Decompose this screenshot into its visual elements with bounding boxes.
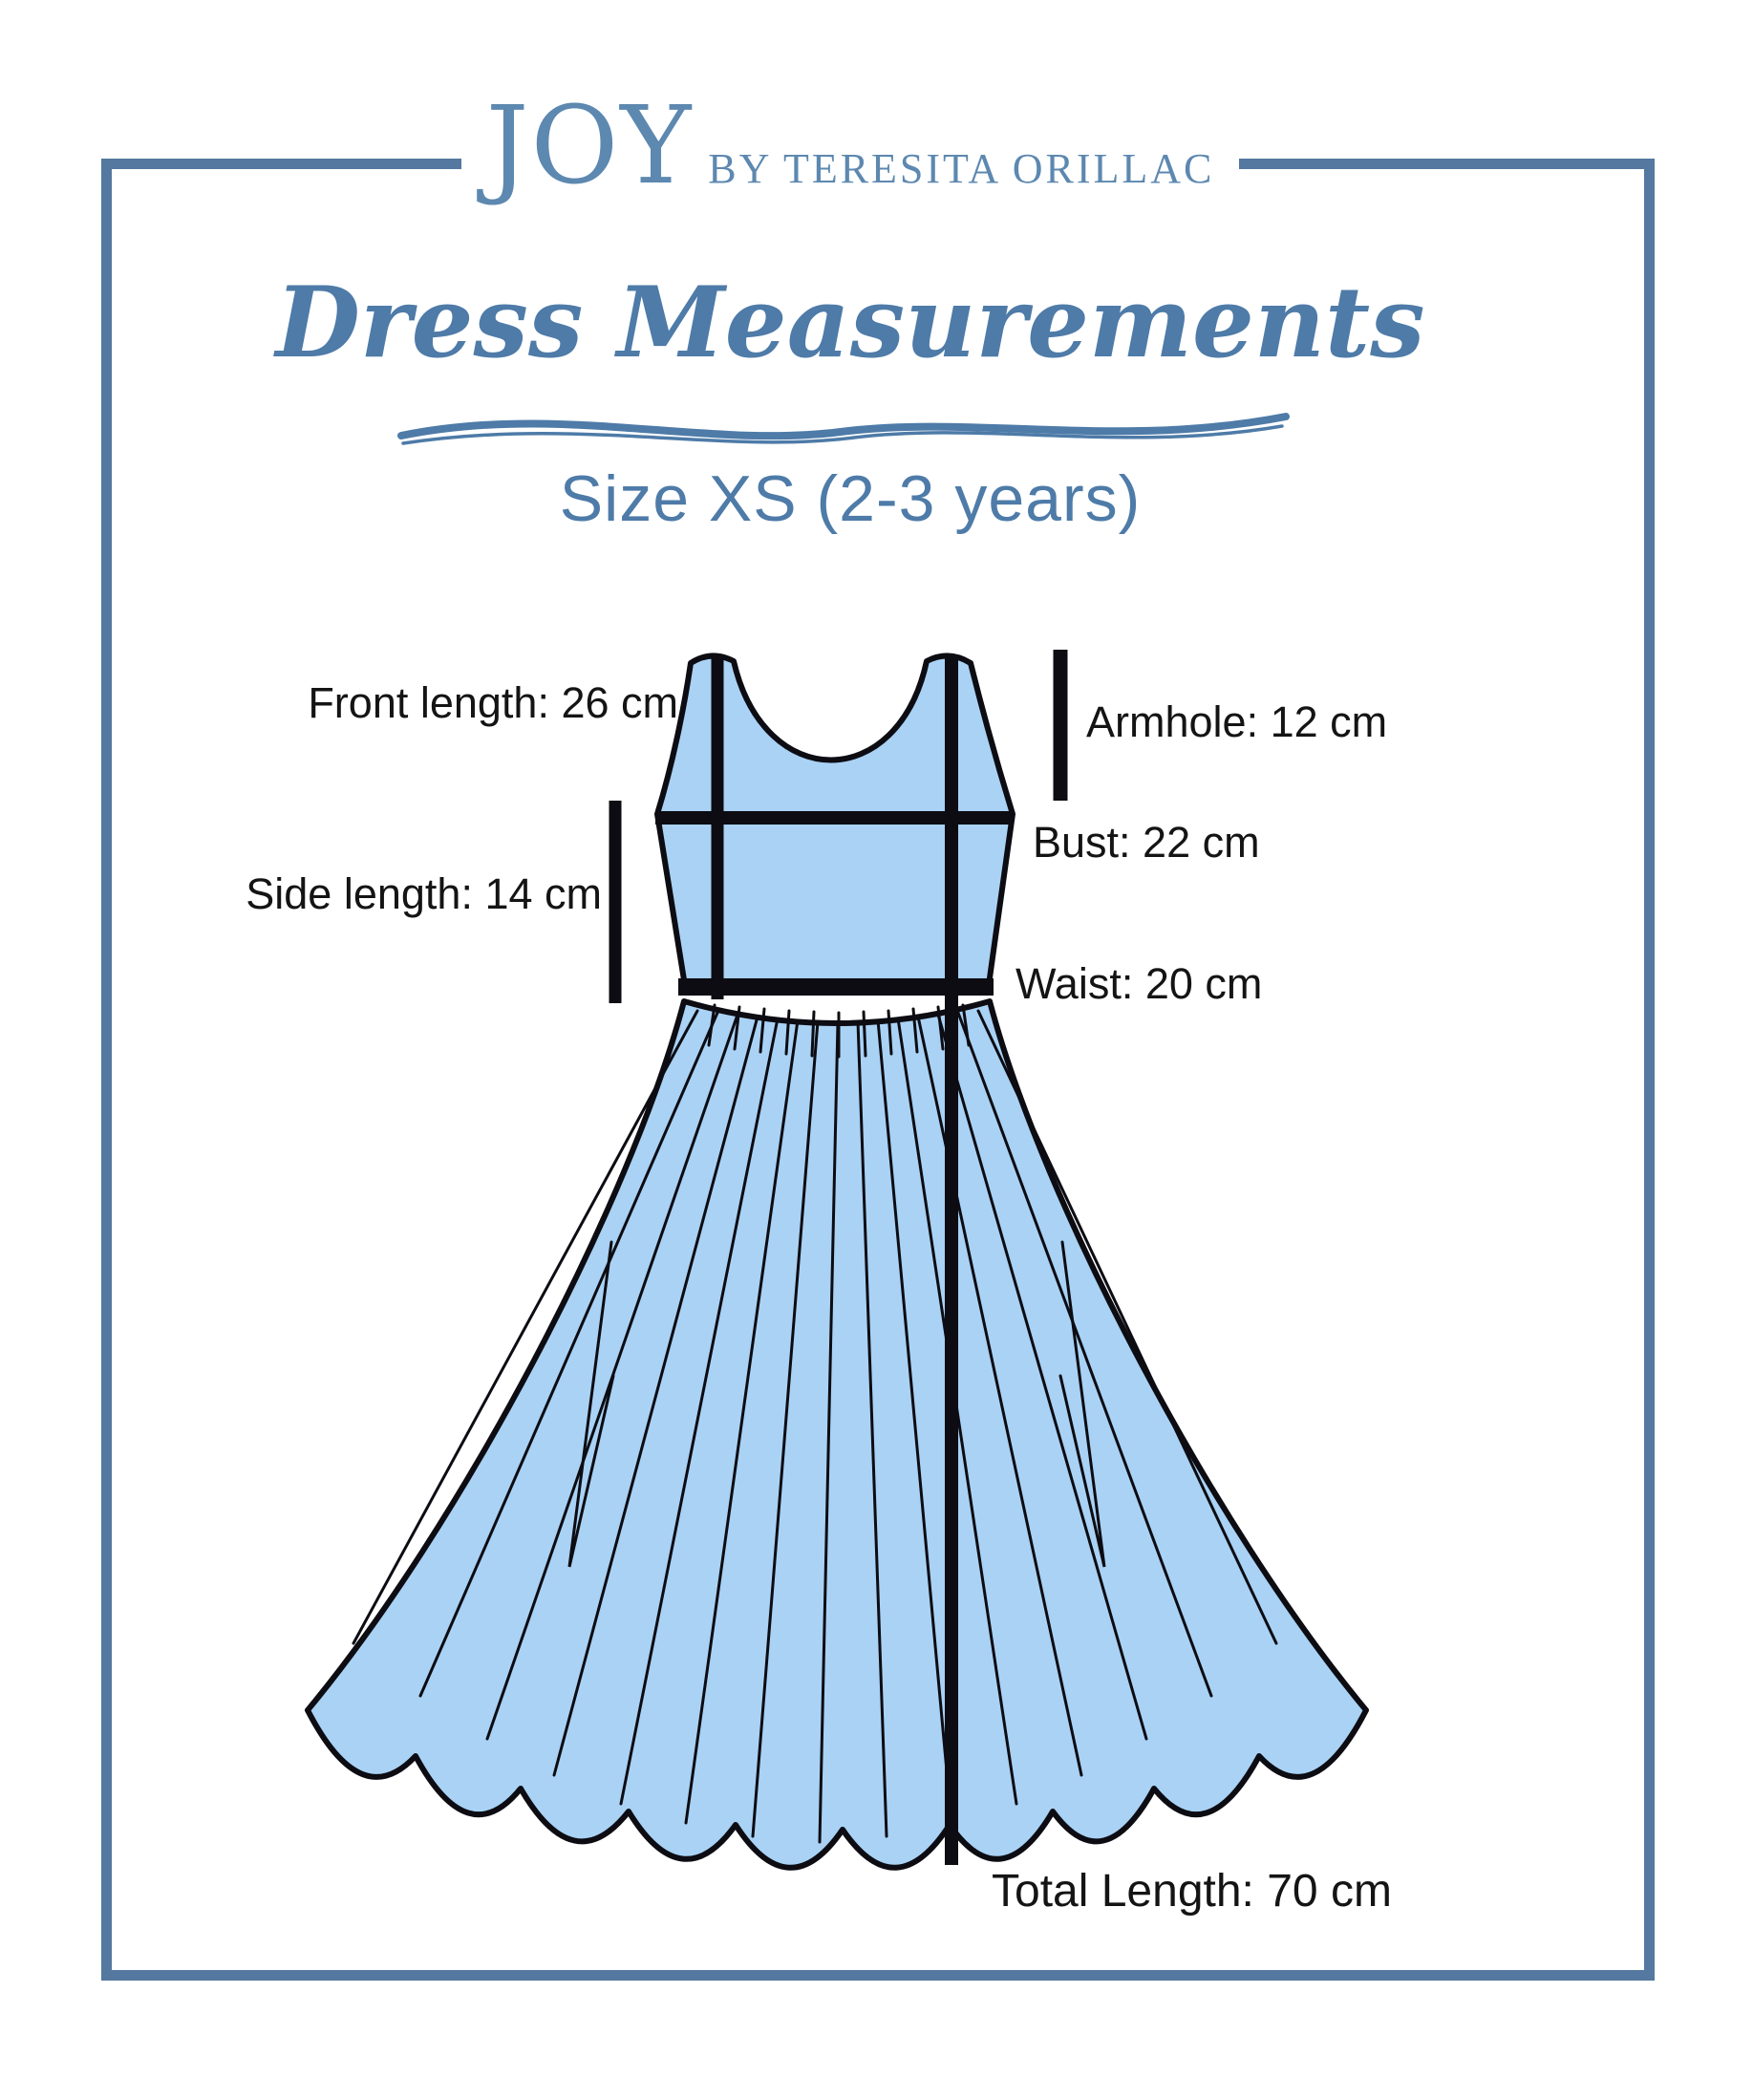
side-length-label: Side length: 14 cm <box>246 869 602 918</box>
title-underline-flourish <box>390 396 1297 462</box>
waist-label: Waist: 20 cm <box>1015 959 1263 1008</box>
brand-byline: BY TERESITA ORILLAC <box>708 145 1215 192</box>
size-subtitle: Size XS (2-3 years) <box>559 462 1142 535</box>
brand-name: JOY <box>485 84 694 208</box>
armhole-label: Armhole: 12 cm <box>1086 697 1388 746</box>
dress-illustration <box>220 602 1519 1939</box>
bust-label: Bust: 22 cm <box>1033 818 1260 867</box>
page-title: Dress Measurements <box>275 266 1425 380</box>
total-length-label: Total Length: 70 cm <box>992 1866 1392 1917</box>
front-length-label: Front length: 26 cm <box>308 678 678 727</box>
